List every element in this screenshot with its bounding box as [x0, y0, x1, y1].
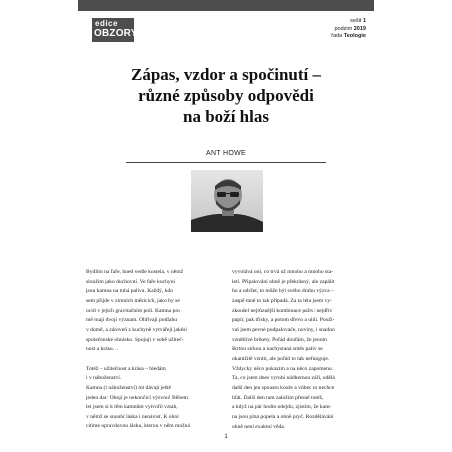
- text-line: i v náboženství.: [86, 375, 122, 382]
- text-line: škrtnu sirkou a nachystaná směs paliv se: [232, 346, 323, 353]
- article-column-right: [232, 268, 365, 432]
- author-photo: [191, 170, 263, 232]
- author-name: ANT HOWE: [206, 150, 246, 157]
- text-line: val jsem pevné podpalovače, noviny, i snadno: [232, 326, 335, 333]
- text-line: v domě, a zároveň z kuchyně vytvářejí jakési: [86, 326, 187, 333]
- year-line: [331, 26, 366, 34]
- text-line: a když na pár hodin odejdu, zjistím, že kam-: [232, 404, 332, 411]
- series-label: řada: [331, 33, 343, 39]
- text-line: ohně není exaktní věda.: [232, 423, 286, 430]
- text-line: zaspě mně to tak připadá. Za ta léta jsem vy-: [232, 297, 333, 304]
- page-number: 1: [224, 434, 228, 440]
- text-line: jeden dar: Obojí je nekončící výzvou! Během: [86, 394, 188, 401]
- text-line: v němž se snoubí láska i nenávist. K ohni: [86, 413, 179, 420]
- text-line: další den jen spoustu kouře a vůbec to nechce: [232, 384, 335, 391]
- text-line: hřát. Další den tam založím přesně totéž,: [232, 394, 324, 401]
- text-line: ho a udržet, to může být svého druhu výzva –: [232, 288, 334, 295]
- text-line: okamžitě vzníti, ale pořád to tak nefunguje.: [232, 355, 330, 362]
- text-line: sloužím jako duchovní. Ve faře kuchyni: [86, 278, 176, 285]
- title-line-3: na boží hlas: [183, 107, 269, 126]
- logo-line1: edice: [95, 19, 118, 28]
- issue-label: sešit: [350, 18, 362, 24]
- text-line: sem přijde v zimních měsících, jako by se: [86, 297, 180, 304]
- logo-line2: OBZORY: [94, 28, 138, 39]
- article-column-left: [86, 268, 219, 432]
- issue-info: [331, 18, 366, 41]
- issue-number: 1: [362, 18, 366, 24]
- edice-obzory-logo: [92, 18, 138, 42]
- year: 2019: [353, 25, 366, 32]
- text-line: nost a krásu…: [86, 346, 119, 353]
- text-line: Vždycky něco pokazím a na něco zapomenu.: [232, 365, 334, 372]
- text-line: vznětlivé brikety. Pořád doufám, že jenom: [232, 336, 327, 343]
- author-photo-image: [191, 170, 263, 232]
- text-line: [86, 355, 219, 365]
- text-line: cítíme opravdovou lásku, kterou v něm možná: [86, 423, 190, 430]
- title-divider: [126, 162, 326, 163]
- text-line: Ta, co jsem dnes vyrobí nádhernou záři, udělá: [232, 375, 335, 382]
- text-line: Totéž – užitečnost a krása – hledám: [86, 365, 166, 372]
- text-line: letí. Připalování ohně je překrásný, ale zapálit: [232, 278, 335, 285]
- issue-line: [331, 18, 366, 26]
- article-title: [78, 64, 374, 127]
- text-line: společenské ohnisko. Spojují v sobě užiteč-: [86, 336, 184, 343]
- title-line-1: Zápas, vzdor a spočinutí –: [130, 65, 322, 84]
- text-line: vyvolává oni, co trvá už mnoho a mnoho sta-: [232, 269, 334, 275]
- text-line: Kamna (i náboženství) mi dávají ještě: [86, 384, 171, 391]
- text-line: jsou kamna na tuhá paliva. Každý, kdo: [86, 288, 173, 295]
- text-line: ocitl v jejich gravitačním poli. Kamna pro: [86, 307, 180, 314]
- series: Teologie: [343, 33, 366, 39]
- text-line: papír, pak třísky, a potom dřevo a uhlí. Použí-: [232, 317, 335, 324]
- series-line: [331, 33, 366, 41]
- text-line: zkoušel nejrůznější kombinace paliv: nejdřív: [232, 307, 333, 314]
- text-line: mě mají dvojí význam. Ohřívají podlahu: [86, 317, 178, 324]
- text-line: Bydlím na faře, hned vedle kostela, v němž: [86, 269, 184, 275]
- text-line: let jsem si k těm kamnům vytvořil vztah,: [86, 404, 178, 411]
- year-label: podzim: [334, 25, 353, 32]
- header-bar: [78, 0, 374, 11]
- title-line-2: různé způsoby odpovědi: [138, 86, 314, 105]
- text-line: na jsou plná popela a ohně pryč. Rozdělávání: [232, 413, 334, 420]
